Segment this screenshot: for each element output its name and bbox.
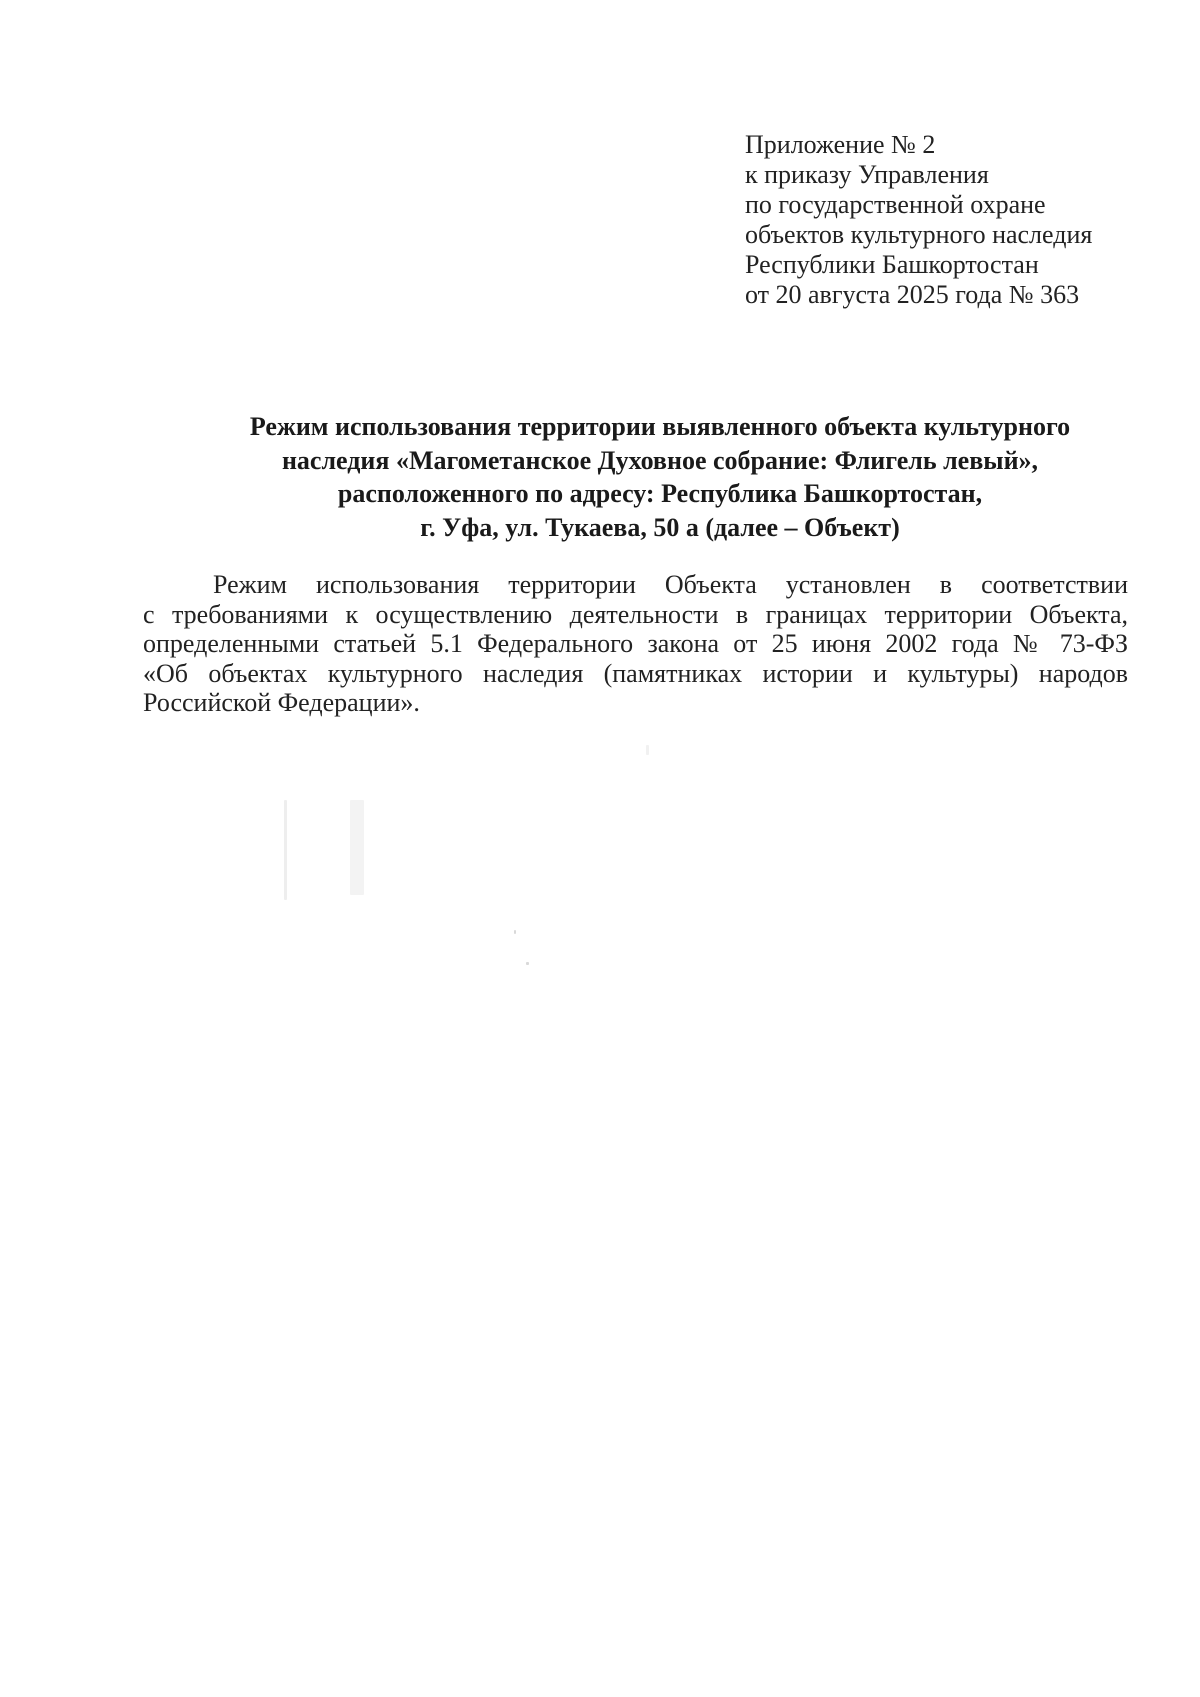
scan-artifact <box>350 800 364 895</box>
title-line-2: наследия «Магометанское Духовное собрание: Флигель левый», <box>281 445 1039 475</box>
body-line-2: с требованиями к осуществлению деятельности в границах территории Объекта, <box>143 599 1128 629</box>
scan-artifact <box>526 962 529 965</box>
appendix-line-number: Приложение № 2 <box>745 130 936 159</box>
body-line-5: Российской Федерации». <box>143 688 420 717</box>
scan-artifact <box>646 745 649 755</box>
body-line-1: Режим использования территории Объекта установлен в соответствии <box>213 570 1128 599</box>
appendix-line-republic: Республики Башкортостан <box>745 250 1039 279</box>
scan-artifact <box>284 800 287 900</box>
body-paragraph <box>143 570 1128 718</box>
title-line-4: г. Уфа, ул. Тукаева, 50 а (далее – Объект) <box>420 512 900 542</box>
body-line-3: определенными статьей 5.1 Федерального закона от 25 июня 2002 года № 73-ФЗ <box>143 629 1128 658</box>
appendix-line-date: от 20 августа 2025 года № 363 <box>745 280 1080 309</box>
title-line-1: Режим использования территории выявленного объекта культурного <box>249 412 1071 441</box>
body-line-4: «Об объектах культурного наследия (памятниках истории и культуры) народов <box>143 658 1128 688</box>
scan-artifact <box>514 930 516 934</box>
appendix-line-order: к приказу Управления <box>745 160 989 189</box>
appendix-line-department: по государственной охране <box>745 190 1046 219</box>
document-title <box>200 410 1120 544</box>
title-line-3: расположенного по адресу: Республика Башкортостан, <box>337 479 983 508</box>
appendix-block <box>745 130 1165 310</box>
appendix-line-heritage: объектов культурного наследия <box>745 220 1093 249</box>
